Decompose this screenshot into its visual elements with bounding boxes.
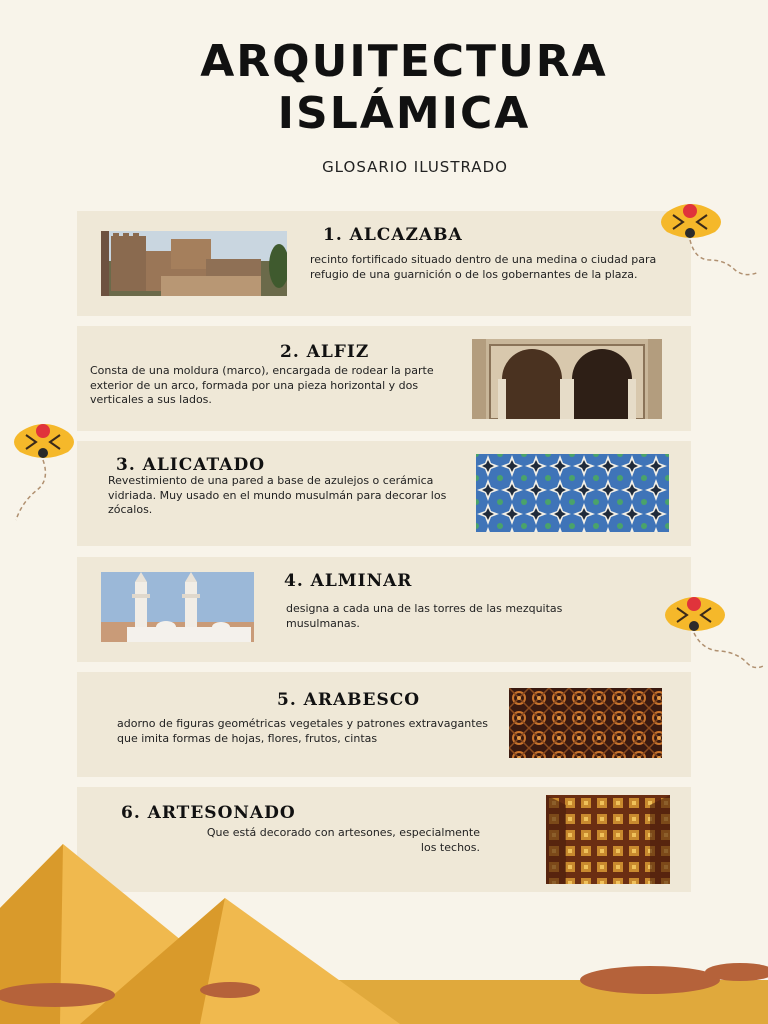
glossary-card-alcazaba: [77, 211, 691, 316]
entry-desc-artesonado: Que está decorado con artesones, especialmente los techos.: [206, 826, 480, 854]
entry-title-arabesco: 5. ARABESCO: [277, 690, 421, 710]
entry-title-alfiz: 2. ALFIZ: [280, 342, 370, 362]
page-title: [0, 36, 768, 140]
entry-title-artesonado: 6. ARTESONADO: [121, 803, 296, 823]
page-subtitle: GLOSARIO ILUSTRADO: [322, 158, 508, 176]
alminar-photo: [101, 572, 254, 642]
entry-desc-alcazaba: recinto fortificado situado dentro de una medina o ciudad para refugio de una guarnición o de los gobernantes de la plaza.: [310, 253, 657, 281]
pyramid-icon: [0, 830, 768, 1024]
entry-desc-alicatado: Revestimiento de una pared a base de azulejos o cerámica vidriada. Muy usado en el mundo musulmán para decorar los zócalos.: [108, 474, 447, 516]
entry-desc-alfiz: Consta de una moldura (marco), encargada de rodear la parte exterior de un arco, formada por una pieza horizontal y dos verticales a sus lados.: [90, 364, 434, 406]
glossary-card-arabesco: [77, 672, 691, 777]
entry-title-alminar: 4. ALMINAR: [284, 571, 413, 591]
kite-icon: [655, 200, 765, 290]
kite-icon: [12, 420, 102, 530]
entry-desc-arabesco: adorno de figuras geométricas vegetales y patrones extravagantes que imita formas de hojas, flores, frutos, cintas: [117, 717, 489, 745]
kite-icon: [663, 593, 768, 683]
entry-title-alicatado: 3. ALICATADO: [116, 455, 266, 475]
glossary-card-alfiz: [77, 326, 691, 431]
entry-desc-alminar: designa a cada una de las torres de las mezquitas musulmanas.: [286, 602, 563, 630]
arabesco-photo: [509, 688, 662, 758]
alicatado-photo: [476, 454, 669, 532]
entry-title-alcazaba: 1. ALCAZABA: [323, 225, 463, 245]
glossary-card-alicatado: [77, 441, 691, 546]
alcazaba-photo: [101, 231, 287, 296]
title-line-1: ARQUITECTURA: [200, 36, 608, 87]
alfiz-photo: [472, 339, 662, 419]
title-line-2: ISLÁMICA: [277, 88, 531, 139]
glossary-card-alminar: [77, 557, 691, 662]
